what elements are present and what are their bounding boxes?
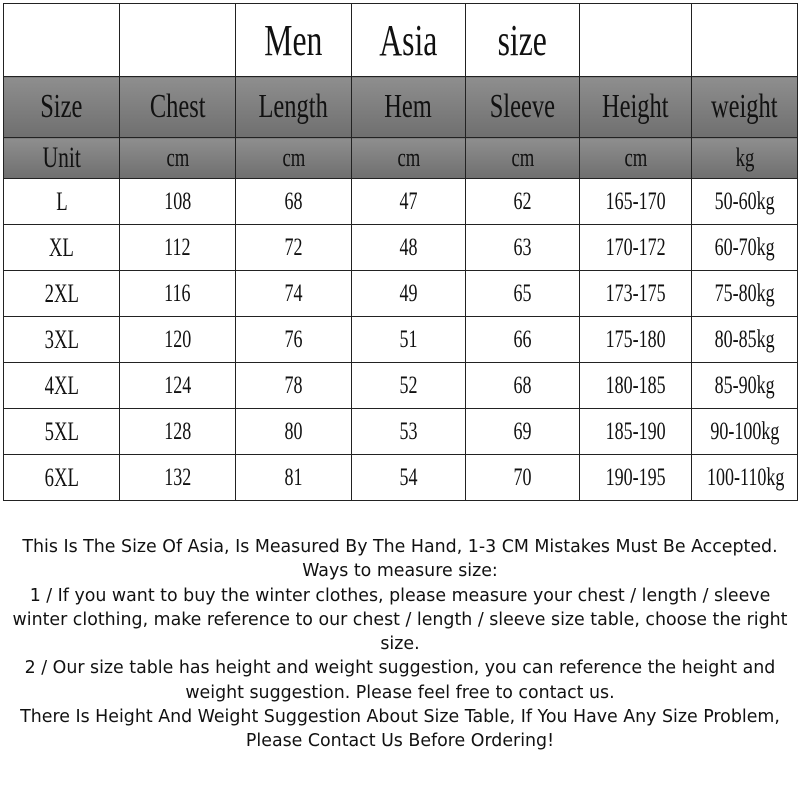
table-cell: 47 bbox=[352, 179, 466, 225]
size-label-cell: XL bbox=[4, 225, 120, 271]
unit-header: Unit bbox=[4, 138, 120, 179]
table-title-row bbox=[4, 4, 798, 77]
unit-header: cm bbox=[236, 138, 352, 179]
table-cell: 165-170 bbox=[580, 179, 692, 225]
table-cell: 170-172 bbox=[580, 225, 692, 271]
table-cell: 90-100kg bbox=[692, 409, 798, 455]
table-cell: 54 bbox=[352, 455, 466, 501]
table-cell: 65 bbox=[466, 271, 580, 317]
table-row bbox=[4, 363, 798, 409]
table-cell: 132 bbox=[120, 455, 236, 501]
table-cell: 128 bbox=[120, 409, 236, 455]
size-label-cell: 2XL bbox=[4, 271, 120, 317]
column-header-row bbox=[4, 77, 798, 138]
table-cell: 190-195 bbox=[580, 455, 692, 501]
table-cell: 51 bbox=[352, 317, 466, 363]
table-cell: 116 bbox=[120, 271, 236, 317]
table-row bbox=[4, 225, 798, 271]
table-row bbox=[4, 317, 798, 363]
table-cell: 173-175 bbox=[580, 271, 692, 317]
table-cell: 80-85kg bbox=[692, 317, 798, 363]
table-cell: 180-185 bbox=[580, 363, 692, 409]
table-cell: 78 bbox=[236, 363, 352, 409]
table-cell: 76 bbox=[236, 317, 352, 363]
unit-header: cm bbox=[580, 138, 692, 179]
table-cell: 120 bbox=[120, 317, 236, 363]
note-line: There Is Height And Weight Suggestion About Size Table, If You Have Any Size Problem, Please Contact Us Before Ordering! bbox=[20, 707, 780, 752]
table-cell: 124 bbox=[120, 363, 236, 409]
table-cell: 52 bbox=[352, 363, 466, 409]
table-row bbox=[4, 271, 798, 317]
size-label-cell: L bbox=[4, 179, 120, 225]
table-cell: 185-190 bbox=[580, 409, 692, 455]
column-header: Length bbox=[236, 77, 352, 138]
note-line: Ways to measure size: bbox=[302, 561, 498, 582]
title-cell bbox=[692, 4, 798, 77]
table-cell: 49 bbox=[352, 271, 466, 317]
column-header: Size bbox=[4, 77, 120, 138]
table-cell: 85-90kg bbox=[692, 363, 798, 409]
table-cell: 60-70kg bbox=[692, 225, 798, 271]
title-cell: Asia bbox=[352, 4, 466, 77]
title-cell: size bbox=[466, 4, 580, 77]
table-cell: 63 bbox=[466, 225, 580, 271]
column-header: Hem bbox=[352, 77, 466, 138]
table-cell: 68 bbox=[466, 363, 580, 409]
table-cell: 108 bbox=[120, 179, 236, 225]
table-row bbox=[4, 455, 798, 501]
size-chart-table bbox=[3, 3, 798, 501]
table-cell: 69 bbox=[466, 409, 580, 455]
column-header: Chest bbox=[120, 77, 236, 138]
table-cell: 175-180 bbox=[580, 317, 692, 363]
title-cell bbox=[120, 4, 236, 77]
table-cell: 66 bbox=[466, 317, 580, 363]
title-cell: Men bbox=[236, 4, 352, 77]
table-cell: 72 bbox=[236, 225, 352, 271]
table-cell: 80 bbox=[236, 409, 352, 455]
table-cell: 75-80kg bbox=[692, 271, 798, 317]
unit-header: cm bbox=[352, 138, 466, 179]
size-label-cell: 4XL bbox=[4, 363, 120, 409]
title-cell bbox=[4, 4, 120, 77]
table-cell: 112 bbox=[120, 225, 236, 271]
size-label-cell: 6XL bbox=[4, 455, 120, 501]
table-row bbox=[4, 409, 798, 455]
table-cell: 62 bbox=[466, 179, 580, 225]
size-notes bbox=[0, 535, 800, 754]
unit-header-row bbox=[4, 138, 798, 179]
unit-header: cm bbox=[466, 138, 580, 179]
table-body bbox=[4, 179, 798, 501]
column-header: Height bbox=[580, 77, 692, 138]
title-cell bbox=[580, 4, 692, 77]
unit-header: kg bbox=[692, 138, 798, 179]
table-cell: 81 bbox=[236, 455, 352, 501]
table-cell: 48 bbox=[352, 225, 466, 271]
table-row bbox=[4, 179, 798, 225]
table-cell: 70 bbox=[466, 455, 580, 501]
column-header: weight bbox=[692, 77, 798, 138]
column-header: Sleeve bbox=[466, 77, 580, 138]
table-cell: 100-110kg bbox=[692, 455, 798, 501]
table-cell: 53 bbox=[352, 409, 466, 455]
note-line: This Is The Size Of Asia, Is Measured By The Hand, 1-3 CM Mistakes Must Be Accepted. bbox=[22, 537, 778, 557]
size-label-cell: 3XL bbox=[4, 317, 120, 363]
unit-header: cm bbox=[120, 138, 236, 179]
table-cell: 74 bbox=[236, 271, 352, 317]
table-cell: 50-60kg bbox=[692, 179, 798, 225]
size-label-cell: 5XL bbox=[4, 409, 120, 455]
note-line: 1 / If you want to buy the winter clothes, please measure your chest / length / sleeve winter clothing, make reference to our chest / length / sleeve size table, choose the right size. bbox=[12, 585, 788, 655]
table-cell: 68 bbox=[236, 179, 352, 225]
note-line: 2 / Our size table has height and weight suggestion, you can reference the height and weight suggestion. Please feel free to contact us. bbox=[24, 658, 776, 703]
